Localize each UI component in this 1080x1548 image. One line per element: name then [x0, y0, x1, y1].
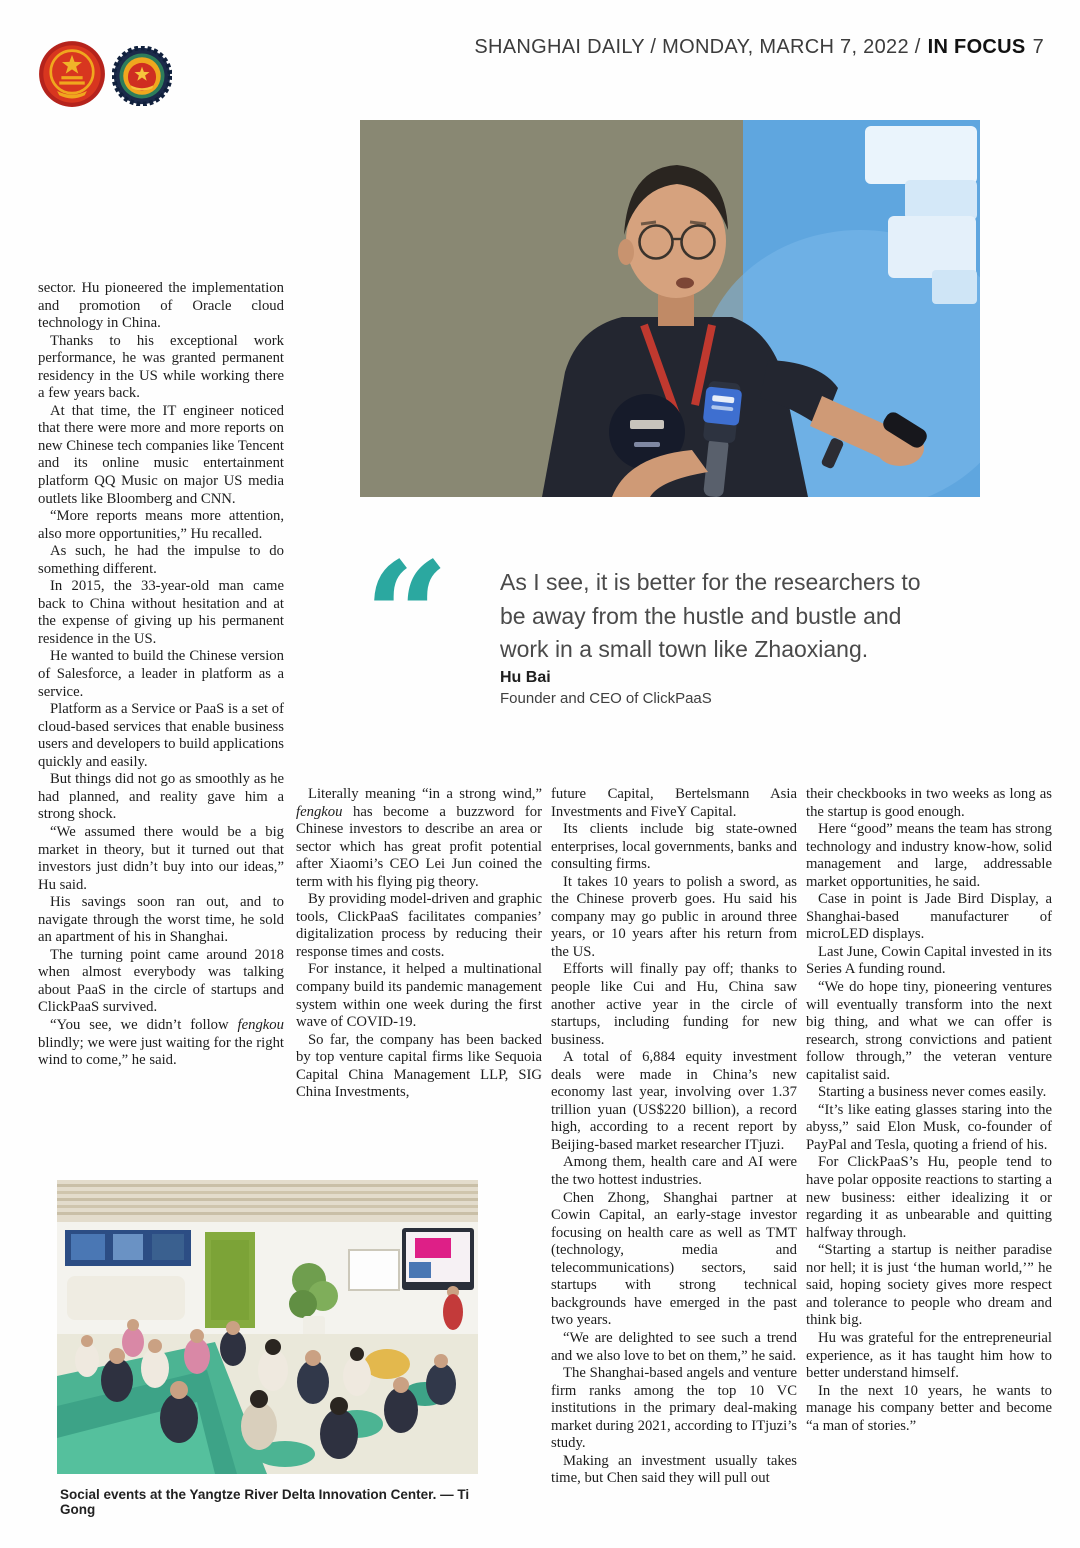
article-paragraph: Here “good” means the team has strong technology and industry know-how, solid management and large, addressable market opportunities, he said. [806, 821, 1052, 890]
article-column-1 [38, 280, 284, 1070]
article-paragraph: He wanted to build the Chinese version of Salesforce, a leader in platform as a service. [38, 648, 284, 700]
pull-quote-mark-icon: “ [364, 529, 450, 703]
article-paragraph: But things did not go as smoothly as he had planned, and reality gave him a strong shock. [38, 771, 284, 823]
china-national-emblem-icon [38, 40, 106, 108]
pull-quote-text: As I see, it is better for the researchers to be away from the hustle and bustle and work in a small town like Zhaoxiang. [500, 569, 921, 662]
article-paragraph: At that time, the IT engineer noticed that there were more and more reports on new Chinese tech companies like Tencent and its online music entertainment platform QQ Music on major US media outlets like Bloomberg and CNN. [38, 402, 284, 507]
article-paragraph: Making an investment usually takes time, but Chen said they will pull out [551, 1452, 797, 1487]
article-paragraph: A total of 6,884 equity investment deals were made in China’s new economy last year, involving over 1.37 trillion yuan (US$220 billion), a record high, according to a recent report by Beijing-based market researcher ITjuzi. [551, 1049, 797, 1153]
speaker-photo [360, 120, 980, 497]
article-paragraph: Case in point is Jade Bird Display, a Shanghai-based manufacturer of microLED displays. [806, 891, 1052, 943]
article-paragraph: So far, the company has been backed by top venture capital firms like Sequoia Capital China Management LLP, SIG China Investments, [296, 1031, 542, 1101]
article-column-3 [551, 786, 797, 1488]
pull-quote-role: Founder and CEO of ClickPaaS [500, 690, 712, 707]
article-paragraph: Among them, health care and AI were the two hottest industries. [551, 1154, 797, 1189]
article-paragraph: It takes 10 years to polish a sword, as the Chinese proverb goes. Hu said his company may go public in around three years, or 10 years after his return from the US. [551, 873, 797, 960]
article-paragraph: “We assumed there would be a big market in theory, but it turned out that investors just didn’t buy into our ideas,” Hu said. [38, 823, 284, 893]
article-paragraph: Platform as a Service or PaaS is a set of cloud-based services that enable business users and developers to build applications quickly and easily. [38, 701, 284, 770]
article-paragraph: Chen Zhong, Shanghai partner at Cowin Capital, an early-stage investor focusing on health care as well as TMT (technology, media and telecommunications) sectors, said startups with strong technical backgrounds have emerged in the past two years. [551, 1189, 797, 1329]
masthead [474, 36, 1044, 59]
article-paragraph: “We are delighted to see such a trend and we also love to bet on them,” he said. [551, 1329, 797, 1364]
article-paragraph: By providing model-driven and graphic tools, ClickPaaS facilitates companies’ digitalization process by reducing their response times and costs. [296, 891, 542, 960]
cppcc-emblem-icon [112, 46, 172, 106]
article-paragraph: For ClickPaaS’s Hu, people tend to have polar opposite reactions to starting a new business: either idealizing it or regarding it as unbearable and quitting halfway through. [806, 1154, 1052, 1241]
article-paragraph: The turning point came around 2018 when almost everybody was talking about PaaS in the circle of startups and ClickPaaS survived. [38, 946, 284, 1016]
article-paragraph: The Shanghai-based angels and venture firm ranks among the top 10 VC institutions in the primary deal-making market during 2021, according to ITjuzi’s study. [551, 1365, 797, 1452]
article-paragraph: Its clients include big state-owned enterprises, local governments, banks and consulting firms. [551, 821, 797, 873]
article-paragraph: In the next 10 years, he wants to manage his company better and become “a man of stories.” [806, 1382, 1052, 1434]
masthead-page-number: 7 [1032, 36, 1044, 58]
article-paragraph: future Capital, Bertelsmann Asia Investments and FiveY Capital. [551, 786, 797, 820]
article-paragraph: “More reports means more attention, also more opportunities,” Hu recalled. [38, 508, 284, 542]
audience-photo [57, 1180, 478, 1474]
article-paragraph: For instance, it helped a multinational company build its pandemic management system within one week during the first wave of COVID-19. [296, 961, 542, 1031]
article-paragraph: their checkbooks in two weeks as long as the startup is good enough. [806, 786, 1052, 820]
article-paragraph: Starting a business never comes easily. [818, 1084, 1047, 1101]
article-paragraph: “You see, we didn’t follow fengkou blindly; we were just waiting for the right wind to come,” he said. [38, 1016, 284, 1069]
article-paragraph: “Starting a startup is neither paradise nor hell; it is just ‘the human world,’” he said, hoping society gives more respect and tolerance to people who dream and think big. [806, 1242, 1052, 1329]
masthead-date: SHANGHAI DAILY / MONDAY, MARCH 7, 2022 / [474, 36, 921, 58]
article-column-2 [296, 786, 542, 1102]
article-paragraph: “It’s like eating glasses staring into the abyss,” said Elon Musk, co-founder of PayPal and Tesla, quoting a friend of his. [806, 1101, 1052, 1153]
article-column-4 [806, 786, 1052, 1435]
article-paragraph: Hu was grateful for the entrepreneurial experience, as it has taught him how to better understand himself. [806, 1329, 1052, 1382]
article-paragraph: As such, he had the impulse to do something different. [38, 543, 284, 577]
article-paragraph: “We do hope tiny, pioneering ventures will eventually transform into the next big thing, and what we can offer is research, strong convictions and patient follow through,” the veteran venture capitalist said. [806, 979, 1052, 1083]
article-paragraph: Literally meaning “in a strong wind,” fengkou has become a buzzword for Chinese investors to describe an area or sector which has great profit potential after Xiaomi’s CEO Lei Jun coined the term with his flying pig theory. [296, 786, 542, 890]
bottom-photo-caption: Social events at the Yangtze River Delta Innovation Center. — Ti Gong [60, 1487, 470, 1517]
masthead-section: IN FOCUS [927, 36, 1026, 58]
article-paragraph: sector. Hu pioneered the implementation and promotion of Oracle cloud technology in China. [38, 280, 284, 332]
article-paragraph: In 2015, the 33-year-old man came back to China without hesitation and at the expense of giving up his permanent residence in the US. [38, 578, 284, 647]
article-paragraph: Thanks to his exceptional work performance, he was granted permanent residency in the US while working there a few years back. [38, 332, 284, 402]
article-paragraph: His savings soon ran out, and to navigate through the worst time, he sold an apartment of his in Shanghai. [38, 894, 284, 946]
pull-quote-author: Hu Bai [500, 669, 551, 686]
article-paragraph: Efforts will finally pay off; thanks to people like Cui and Hu, China saw another active year in the circle of startups, including funding for new business. [551, 961, 797, 1048]
article-paragraph: Last June, Cowin Capital invested in its Series A funding round. [806, 943, 1052, 978]
